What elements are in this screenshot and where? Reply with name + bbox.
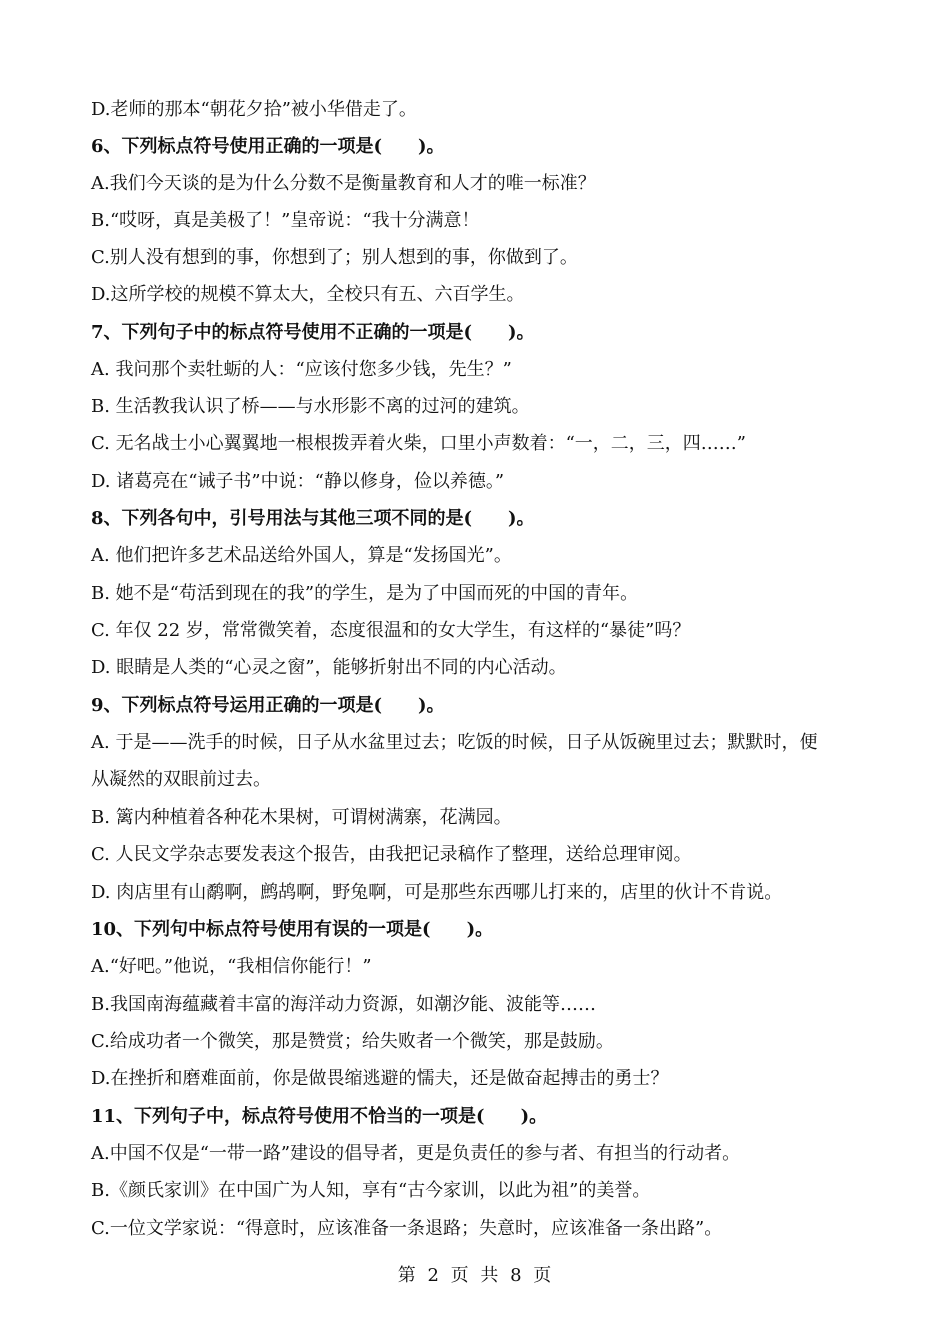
option-a-q11: A.中国不仅是“一带一路”建设的倡导者，更是负责任的参与者、有担当的行动者。	[91, 1143, 741, 1164]
option-a-q9-continued: 从凝然的双眼前过去。	[91, 769, 271, 790]
option-a-q8: A. 他们把许多艺术品送给外国人，算是“发扬国光”。	[91, 545, 512, 566]
option-c-q8: C. 年仅 22 岁，常常微笑着，态度很温和的女大学生，有这样的“暴徒”吗？	[91, 620, 691, 641]
option-d-q9: D. 肉店里有山鹬啊，鹧鸪啊，野兔啊，可是那些东西哪儿打来的，店里的伙计不肯说。	[91, 882, 783, 903]
question-7: 7、下列句子中的标点符号使用不正确的一项是( )。	[91, 322, 535, 343]
page-footer: 第 2 页 共 8 页	[397, 1265, 553, 1286]
option-c-q6: C.别人没有想到的事，你想到了；别人想到的事，你做到了。	[91, 247, 578, 268]
option-d-q8: D. 眼睛是人类的“心灵之窗”，能够折射出不同的内心活动。	[91, 657, 567, 678]
option-c-q7: C. 无名战士小心翼翼地一根根拨弄着火柴，口里小声数着：“一，二，三，四……”	[91, 433, 746, 454]
question-8: 8、下列各句中，引号用法与其他三项不同的是( )。	[91, 508, 535, 529]
option-d-q7: D. 诸葛亮在“诫子书”中说：“静以修身，俭以养德。”	[91, 471, 505, 492]
question-11: 11、下列句子中，标点符号使用不恰当的一项是( )。	[91, 1106, 548, 1127]
option-a-q7: A. 我问那个卖牡蛎的人：“应该付您多少钱，先生？”	[91, 359, 512, 380]
option-c-q11: C.一位文学家说：“得意时，应该准备一条退路；失意时，应该准备一条出路”。	[91, 1218, 723, 1239]
option-d-q10: D.在挫折和磨难面前，你是做畏缩逃避的懦夫，还是做奋起搏击的勇士？	[91, 1068, 669, 1089]
option-b-q6: B.“哎呀，真是美极了！”皇帝说：“我十分满意！	[91, 210, 480, 231]
option-c-q9: C. 人民文学杂志要发表这个报告，由我把记录稿作了整理，送给总理审阅。	[91, 844, 692, 865]
option-b-q8: B. 她不是“苟活到现在的我”的学生，是为了中国而死的中国的青年。	[91, 583, 639, 604]
option-a-q6: A.我们今天谈的是为什么分数不是衡量教育和人才的唯一标准？	[91, 173, 596, 194]
question-9: 9、下列标点符号运用正确的一项是( )。	[91, 695, 445, 716]
option-d-q6: D.这所学校的规模不算太大，全校只有五、六百学生。	[91, 284, 525, 305]
option-b-q11: B.《颜氏家训》在中国广为人知，享有“古今家训，以此为祖”的美誉。	[91, 1180, 651, 1201]
question-10: 10、下列句中标点符号使用有误的一项是( )。	[91, 919, 494, 940]
option-a-q9: A. 于是——洗手的时候，日子从水盆里过去；吃饭的时候，日子从饭碗里过去；默默时，便	[91, 732, 818, 753]
option-b-q7: B. 生活教我认识了桥——与水形影不离的过河的建筑。	[91, 396, 530, 417]
option-b-q10: B.我国南海蕴藏着丰富的海洋动力资源，如潮汐能、波能等……	[91, 994, 596, 1015]
option-d-q5: D.老师的那本“朝花夕拾”被小华借走了。	[91, 99, 417, 120]
option-b-q9: B. 篱内种植着各种花木果树，可谓树满寨，花满园。	[91, 807, 512, 828]
question-6: 6、下列标点符号使用正确的一项是( )。	[91, 136, 445, 157]
option-c-q10: C.给成功者一个微笑，那是赞赏；给失败者一个微笑，那是鼓励。	[91, 1031, 614, 1052]
option-a-q10: A.“好吧。”他说，“我相信你能行！”	[91, 956, 372, 977]
